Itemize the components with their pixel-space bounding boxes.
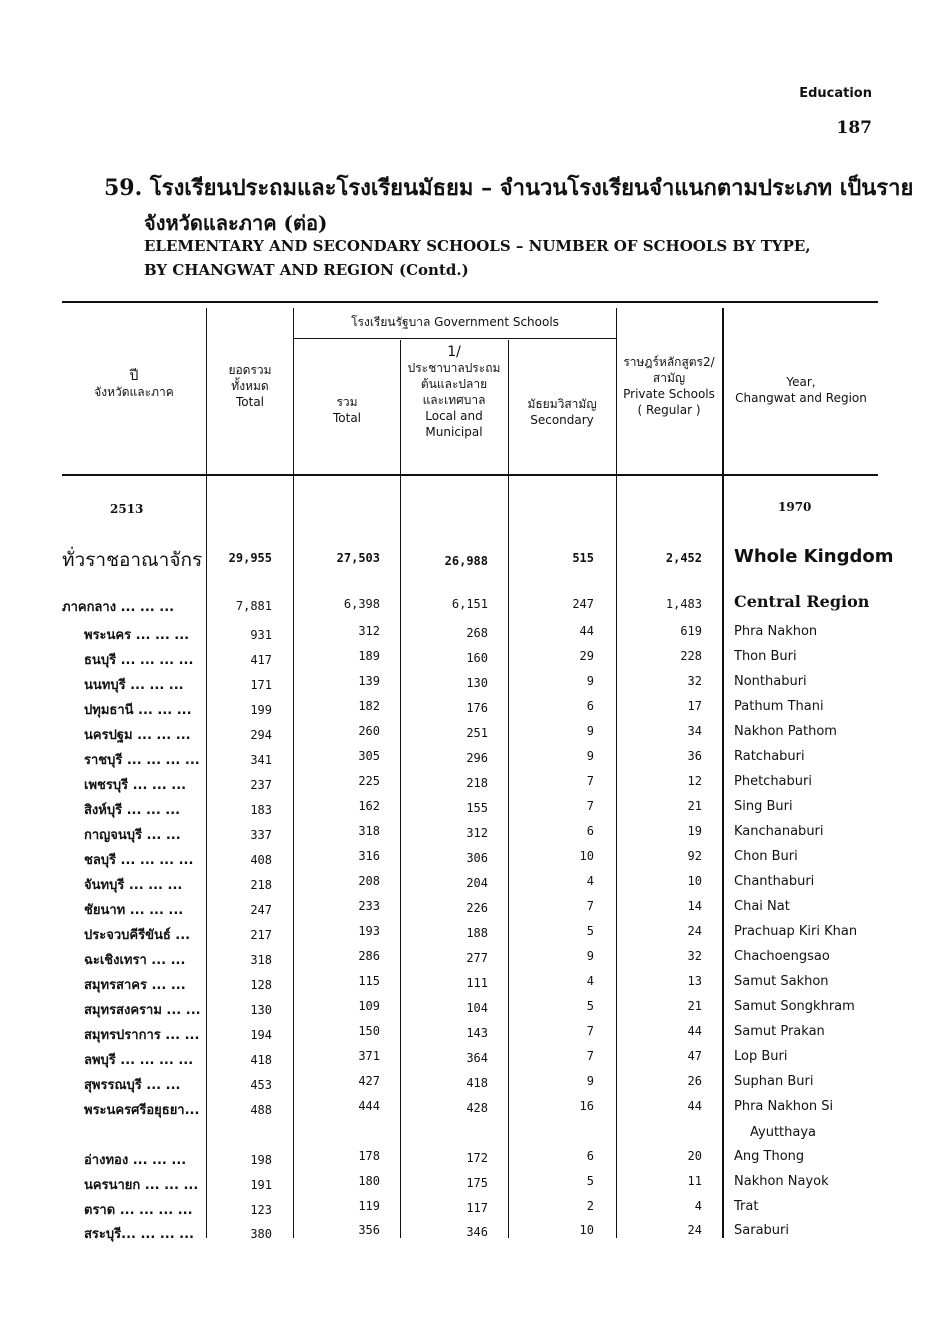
cell-local: 218 xyxy=(466,776,488,790)
cell-local: 428 xyxy=(466,1101,488,1115)
cell-local: 312 xyxy=(466,826,488,840)
changwat-thai: ฉะเชิงเทรา ... ... xyxy=(84,953,186,968)
changwat-english: Suphan Buri xyxy=(734,1074,814,1089)
cell-private: 47 xyxy=(687,1049,702,1063)
cell-private: 17 xyxy=(687,699,702,713)
cell-total: 128 xyxy=(250,978,272,992)
cell-gov-total: 260 xyxy=(358,724,380,738)
header-private-th-2: สามัญ xyxy=(652,371,686,385)
cell-gov-total: 109 xyxy=(358,999,380,1013)
cell-total: 130 xyxy=(250,1003,272,1017)
changwat-thai: ชลบุรี ... ... ... ... xyxy=(84,853,194,868)
cell-total: 418 xyxy=(250,1053,272,1067)
header-total-th-2: ทั้งหมด xyxy=(231,379,269,393)
cell-gov-total: 305 xyxy=(358,749,380,763)
table-row xyxy=(0,874,940,898)
table-row xyxy=(0,774,940,798)
region-private: 1,483 xyxy=(665,597,702,611)
changwat-thai: ปทุมธานี ... ... ... xyxy=(84,703,192,718)
title-english-line1: ELEMENTARY AND SECONDARY SCHOOLS – NUMBER OF SCHOOLS BY TYPE, xyxy=(144,237,811,255)
header-total-th-1: ยอดรวม xyxy=(228,363,272,377)
cell-gov-total: 178 xyxy=(358,1149,380,1163)
changwat-english: Lop Buri xyxy=(734,1049,788,1064)
kingdom-gov-total: 27,503 xyxy=(336,551,380,565)
cell-private: 36 xyxy=(687,749,702,763)
changwat-english: Ratchaburi xyxy=(734,749,805,764)
table-row xyxy=(0,749,940,773)
changwat-thai: นครนายก ... ... ... xyxy=(84,1178,199,1193)
table-row xyxy=(0,1199,940,1223)
cell-private: 26 xyxy=(687,1074,702,1088)
changwat-english: Phetchaburi xyxy=(734,774,812,789)
region-local: 6,151 xyxy=(451,597,488,611)
cell-total: 417 xyxy=(250,653,272,667)
changwat-english: Chai Nat xyxy=(734,899,790,914)
cell-secondary: 5 xyxy=(586,1174,594,1188)
changwat-thai: พระนครศรีอยุธยา... xyxy=(84,1103,200,1118)
cell-total: 294 xyxy=(250,728,272,742)
cell-total: 453 xyxy=(250,1078,272,1092)
header-year-english xyxy=(724,374,878,406)
cell-secondary: 4 xyxy=(586,974,594,988)
cell-total: 217 xyxy=(250,928,272,942)
cell-local: 175 xyxy=(466,1176,488,1190)
changwat-thai: พระนคร ... ... ... xyxy=(84,628,190,643)
gov-group-rule xyxy=(294,338,616,339)
changwat-thai: ตราด ... ... ... ... xyxy=(84,1203,193,1218)
table-row xyxy=(0,1149,940,1173)
cell-local: 226 xyxy=(466,901,488,915)
changwat-thai: สุพรรณบุรี ... ... xyxy=(84,1078,181,1093)
header-local-th-1: ประชาบาลประถม xyxy=(407,361,501,375)
region-label-thai: ภาคกลาง ... ... ... xyxy=(62,600,175,615)
changwat-thai: สิงห์บุรี ... ... ... xyxy=(84,803,181,818)
changwat-thai: ราชบุรี ... ... ... ... xyxy=(84,753,200,768)
table-row xyxy=(0,1024,940,1048)
changwat-thai: เพชรบุรี ... ... ... xyxy=(84,778,187,793)
header-gov-total xyxy=(294,394,400,426)
cell-local: 346 xyxy=(466,1225,488,1239)
changwat-english: Phra Nakhon xyxy=(734,624,818,639)
header-private-th-1: ราษฎร์หลักสูตร2/ xyxy=(623,355,715,369)
changwat-english: Samut Sakhon xyxy=(734,974,829,989)
cell-gov-total: 286 xyxy=(358,949,380,963)
changwat-english: Samut Prakan xyxy=(734,1024,825,1039)
table-row xyxy=(0,899,940,923)
header-gov-total-en: Total xyxy=(332,411,362,425)
cell-total: 318 xyxy=(250,953,272,967)
cell-local: 277 xyxy=(466,951,488,965)
changwat-english: Sing Buri xyxy=(734,799,793,814)
cell-gov-total: 193 xyxy=(358,924,380,938)
cell-gov-total: 356 xyxy=(358,1223,380,1237)
cell-gov-total: 162 xyxy=(358,799,380,813)
header-secondary-en: Secondary xyxy=(530,413,594,427)
changwat-thai: ประจวบคีรีขันธ์ ... xyxy=(84,928,191,943)
changwat-english: Chachoengsao xyxy=(734,949,830,964)
header-year-en-2: Changwat and Region xyxy=(735,391,867,405)
cell-local: 204 xyxy=(466,876,488,890)
cell-private: 24 xyxy=(687,924,702,938)
kingdom-secondary: 515 xyxy=(572,551,594,565)
cell-private: 21 xyxy=(687,999,702,1013)
cell-private: 14 xyxy=(687,899,702,913)
cell-local: 160 xyxy=(466,651,488,665)
header-total-en: Total xyxy=(235,395,265,409)
changwat-thai: จันทบุรี ... ... ... xyxy=(84,878,183,893)
table-row xyxy=(0,974,940,998)
changwat-thai: สระบุรี... ... ... ... xyxy=(84,1227,194,1242)
cell-total: 123 xyxy=(250,1203,272,1217)
changwat-english: Thon Buri xyxy=(734,649,797,664)
cell-secondary: 9 xyxy=(586,724,594,738)
cell-local: 104 xyxy=(466,1001,488,1015)
table-row xyxy=(0,1174,940,1198)
changwat-english: Kanchanaburi xyxy=(734,824,824,839)
cell-secondary: 44 xyxy=(579,624,594,638)
cell-secondary: 5 xyxy=(586,924,594,938)
cell-gov-total: 233 xyxy=(358,899,380,913)
cell-secondary: 9 xyxy=(586,949,594,963)
kingdom-private: 2,452 xyxy=(665,551,702,565)
changwat-thai: นครปฐม ... ... ... xyxy=(84,728,191,743)
cell-secondary: 5 xyxy=(586,999,594,1013)
changwat-thai: กาญจนบุรี ... ... xyxy=(84,828,181,843)
cell-private: 228 xyxy=(680,649,702,663)
header-private-en-1: Private Schools xyxy=(623,387,715,401)
cell-total: 380 xyxy=(250,1227,272,1241)
header-gov-total-th: รวม xyxy=(336,395,358,409)
region-secondary: 247 xyxy=(572,597,594,611)
cell-gov-total: 316 xyxy=(358,849,380,863)
cell-private: 11 xyxy=(687,1174,702,1188)
cell-private: 34 xyxy=(687,724,702,738)
cell-secondary: 7 xyxy=(586,1024,594,1038)
cell-total: 218 xyxy=(250,878,272,892)
cell-total: 408 xyxy=(250,853,272,867)
cell-private: 19 xyxy=(687,824,702,838)
changwat-english: Nonthaburi xyxy=(734,674,807,689)
cell-local: 111 xyxy=(466,976,488,990)
cell-private: 619 xyxy=(680,624,702,638)
cell-secondary: 16 xyxy=(579,1099,594,1113)
cell-local: 268 xyxy=(466,626,488,640)
cell-secondary: 6 xyxy=(586,699,594,713)
cell-secondary: 7 xyxy=(586,1049,594,1063)
section-label: Education xyxy=(799,86,872,101)
title-english-line2: BY CHANGWAT AND REGION (Contd.) xyxy=(144,261,469,279)
table-row xyxy=(0,999,940,1023)
changwat-english: Chanthaburi xyxy=(734,874,815,889)
cell-local: 364 xyxy=(466,1051,488,1065)
header-total xyxy=(206,362,294,410)
table-row xyxy=(0,824,940,848)
region-label-english: Central Region xyxy=(734,592,870,611)
changwat-english: Nakhon Nayok xyxy=(734,1174,829,1189)
cell-gov-total: 139 xyxy=(358,674,380,688)
cell-secondary: 7 xyxy=(586,774,594,788)
header-bottom-rule xyxy=(62,474,878,476)
cell-local: 418 xyxy=(466,1076,488,1090)
cell-private: 92 xyxy=(687,849,702,863)
table-row xyxy=(0,649,940,673)
cell-gov-total: 371 xyxy=(358,1049,380,1063)
table-row xyxy=(0,924,940,948)
year-thai: 2513 xyxy=(110,502,144,516)
cell-local: 117 xyxy=(466,1201,488,1215)
cell-total: 171 xyxy=(250,678,272,692)
cell-gov-total: 189 xyxy=(358,649,380,663)
cell-total: 931 xyxy=(250,628,272,642)
changwat-thai: สมุทรสาคร ... ... xyxy=(84,978,186,993)
region-total: 7,881 xyxy=(235,599,272,613)
table-row xyxy=(0,1223,940,1247)
header-local-th-3: และเทศบาล xyxy=(422,393,486,407)
table-row xyxy=(0,624,940,648)
cell-private: 13 xyxy=(687,974,702,988)
cell-gov-total: 225 xyxy=(358,774,380,788)
cell-secondary: 6 xyxy=(586,824,594,838)
table-row xyxy=(0,949,940,973)
changwat-thai: ธนบุรี ... ... ... ... xyxy=(84,653,194,668)
region-gov-total: 6,398 xyxy=(343,597,380,611)
changwat-english: Chon Buri xyxy=(734,849,798,864)
cell-total: 247 xyxy=(250,903,272,917)
cell-private: 12 xyxy=(687,774,702,788)
changwat-english: Pathum Thani xyxy=(734,699,824,714)
cell-secondary: 7 xyxy=(586,799,594,813)
cell-secondary: 2 xyxy=(586,1199,594,1213)
changwat-english-continued: Ayutthaya xyxy=(750,1125,817,1140)
cell-private: 32 xyxy=(687,674,702,688)
cell-total: 183 xyxy=(250,803,272,817)
header-local-en-2: Municipal xyxy=(425,425,483,439)
cell-local: 188 xyxy=(466,926,488,940)
changwat-thai: นนทบุรี ... ... ... xyxy=(84,678,184,693)
title-thai-line1: 59. โรงเรียนประถมและโรงเรียนมัธยม – จำนวนโรงเรียนจำแนกตามประเภท เป็นราย xyxy=(104,175,914,201)
cell-gov-total: 318 xyxy=(358,824,380,838)
cell-secondary: 4 xyxy=(586,874,594,888)
changwat-english: Ang Thong xyxy=(734,1149,805,1164)
changwat-english: Phra Nakhon Si xyxy=(734,1099,834,1114)
cell-gov-total: 312 xyxy=(358,624,380,638)
cell-secondary: 10 xyxy=(579,1223,594,1237)
title-thai-line2: จังหวัดและภาค (ต่อ) xyxy=(144,211,328,235)
changwat-english: Samut Songkhram xyxy=(734,999,855,1014)
cell-local: 296 xyxy=(466,751,488,765)
cell-secondary: 9 xyxy=(586,674,594,688)
header-private-en-2: ( Regular ) xyxy=(637,403,701,417)
changwat-english: Saraburi xyxy=(734,1223,789,1238)
changwat-thai: สมุทรปราการ ... ... xyxy=(84,1028,200,1043)
cell-gov-total: 182 xyxy=(358,699,380,713)
header-local-note: 1/ xyxy=(447,344,461,360)
cell-local: 176 xyxy=(466,701,488,715)
cell-local: 251 xyxy=(466,726,488,740)
table-row xyxy=(0,849,940,873)
cell-private: 21 xyxy=(687,799,702,813)
header-year-th-1: ปี xyxy=(129,368,139,384)
cell-total: 341 xyxy=(250,753,272,767)
cell-private: 10 xyxy=(687,874,702,888)
kingdom-label-thai: ทั่วราชอาณาจักร xyxy=(62,549,203,571)
table-row xyxy=(0,1099,940,1147)
cell-private: 44 xyxy=(687,1024,702,1038)
changwat-thai: สมุทรสงคราม ... ... xyxy=(84,1003,201,1018)
header-year-en-1: Year, xyxy=(786,375,816,389)
header-secondary-th: มัธยมวิสามัญ xyxy=(527,397,597,411)
cell-secondary: 7 xyxy=(586,899,594,913)
cell-gov-total: 180 xyxy=(358,1174,380,1188)
cell-gov-total: 119 xyxy=(358,1199,380,1213)
cell-gov-total: 208 xyxy=(358,874,380,888)
table-row xyxy=(0,799,940,823)
cell-total: 191 xyxy=(250,1178,272,1192)
header-secondary xyxy=(508,396,616,428)
table-row xyxy=(0,1074,940,1098)
cell-private: 20 xyxy=(687,1149,702,1163)
cell-secondary: 29 xyxy=(579,649,594,663)
table-row xyxy=(0,674,940,698)
page-number: 187 xyxy=(836,118,872,138)
cell-local: 143 xyxy=(466,1026,488,1040)
cell-total: 198 xyxy=(250,1153,272,1167)
cell-gov-total: 427 xyxy=(358,1074,380,1088)
cell-gov-total: 444 xyxy=(358,1099,380,1113)
changwat-english: Nakhon Pathom xyxy=(734,724,837,739)
cell-total: 199 xyxy=(250,703,272,717)
table-top-rule xyxy=(62,301,878,303)
cell-secondary: 6 xyxy=(586,1149,594,1163)
cell-private: 4 xyxy=(694,1199,702,1213)
table-row xyxy=(0,724,940,748)
cell-private: 24 xyxy=(687,1223,702,1237)
cell-total: 237 xyxy=(250,778,272,792)
changwat-thai: อ่างทอง ... ... ... xyxy=(84,1153,187,1168)
cell-local: 306 xyxy=(466,851,488,865)
kingdom-label-english: Whole Kingdom xyxy=(734,546,894,567)
table-row xyxy=(0,699,940,723)
header-year-th-2: จังหวัดและภาค xyxy=(94,385,174,399)
cell-secondary: 9 xyxy=(586,1074,594,1088)
cell-total: 488 xyxy=(250,1103,272,1117)
header-private xyxy=(616,354,722,418)
changwat-thai: ชัยนาท ... ... ... xyxy=(84,903,184,918)
header-local xyxy=(400,344,508,440)
header-local-en-1: Local and xyxy=(425,409,483,423)
kingdom-local: 26,988 xyxy=(444,554,488,568)
year-english: 1970 xyxy=(778,500,812,514)
cell-local: 130 xyxy=(466,676,488,690)
changwat-thai: ลพบุรี ... ... ... ... xyxy=(84,1053,194,1068)
table-row xyxy=(0,1049,940,1073)
cell-secondary: 9 xyxy=(586,749,594,763)
cell-local: 172 xyxy=(466,1151,488,1165)
cell-total: 337 xyxy=(250,828,272,842)
changwat-english: Trat xyxy=(734,1199,759,1214)
header-local-th-2: ต้นและปลาย xyxy=(420,377,488,391)
cell-local: 155 xyxy=(466,801,488,815)
changwat-english: Prachuap Kiri Khan xyxy=(734,924,858,939)
cell-private: 44 xyxy=(687,1099,702,1113)
cell-private: 32 xyxy=(687,949,702,963)
cell-gov-total: 150 xyxy=(358,1024,380,1038)
cell-secondary: 10 xyxy=(579,849,594,863)
header-gov-group: โรงเรียนรัฐบาล Government Schools xyxy=(351,315,559,329)
kingdom-total: 29,955 xyxy=(228,551,272,565)
cell-gov-total: 115 xyxy=(358,974,380,988)
header-year-thai xyxy=(62,368,206,400)
cell-total: 194 xyxy=(250,1028,272,1042)
